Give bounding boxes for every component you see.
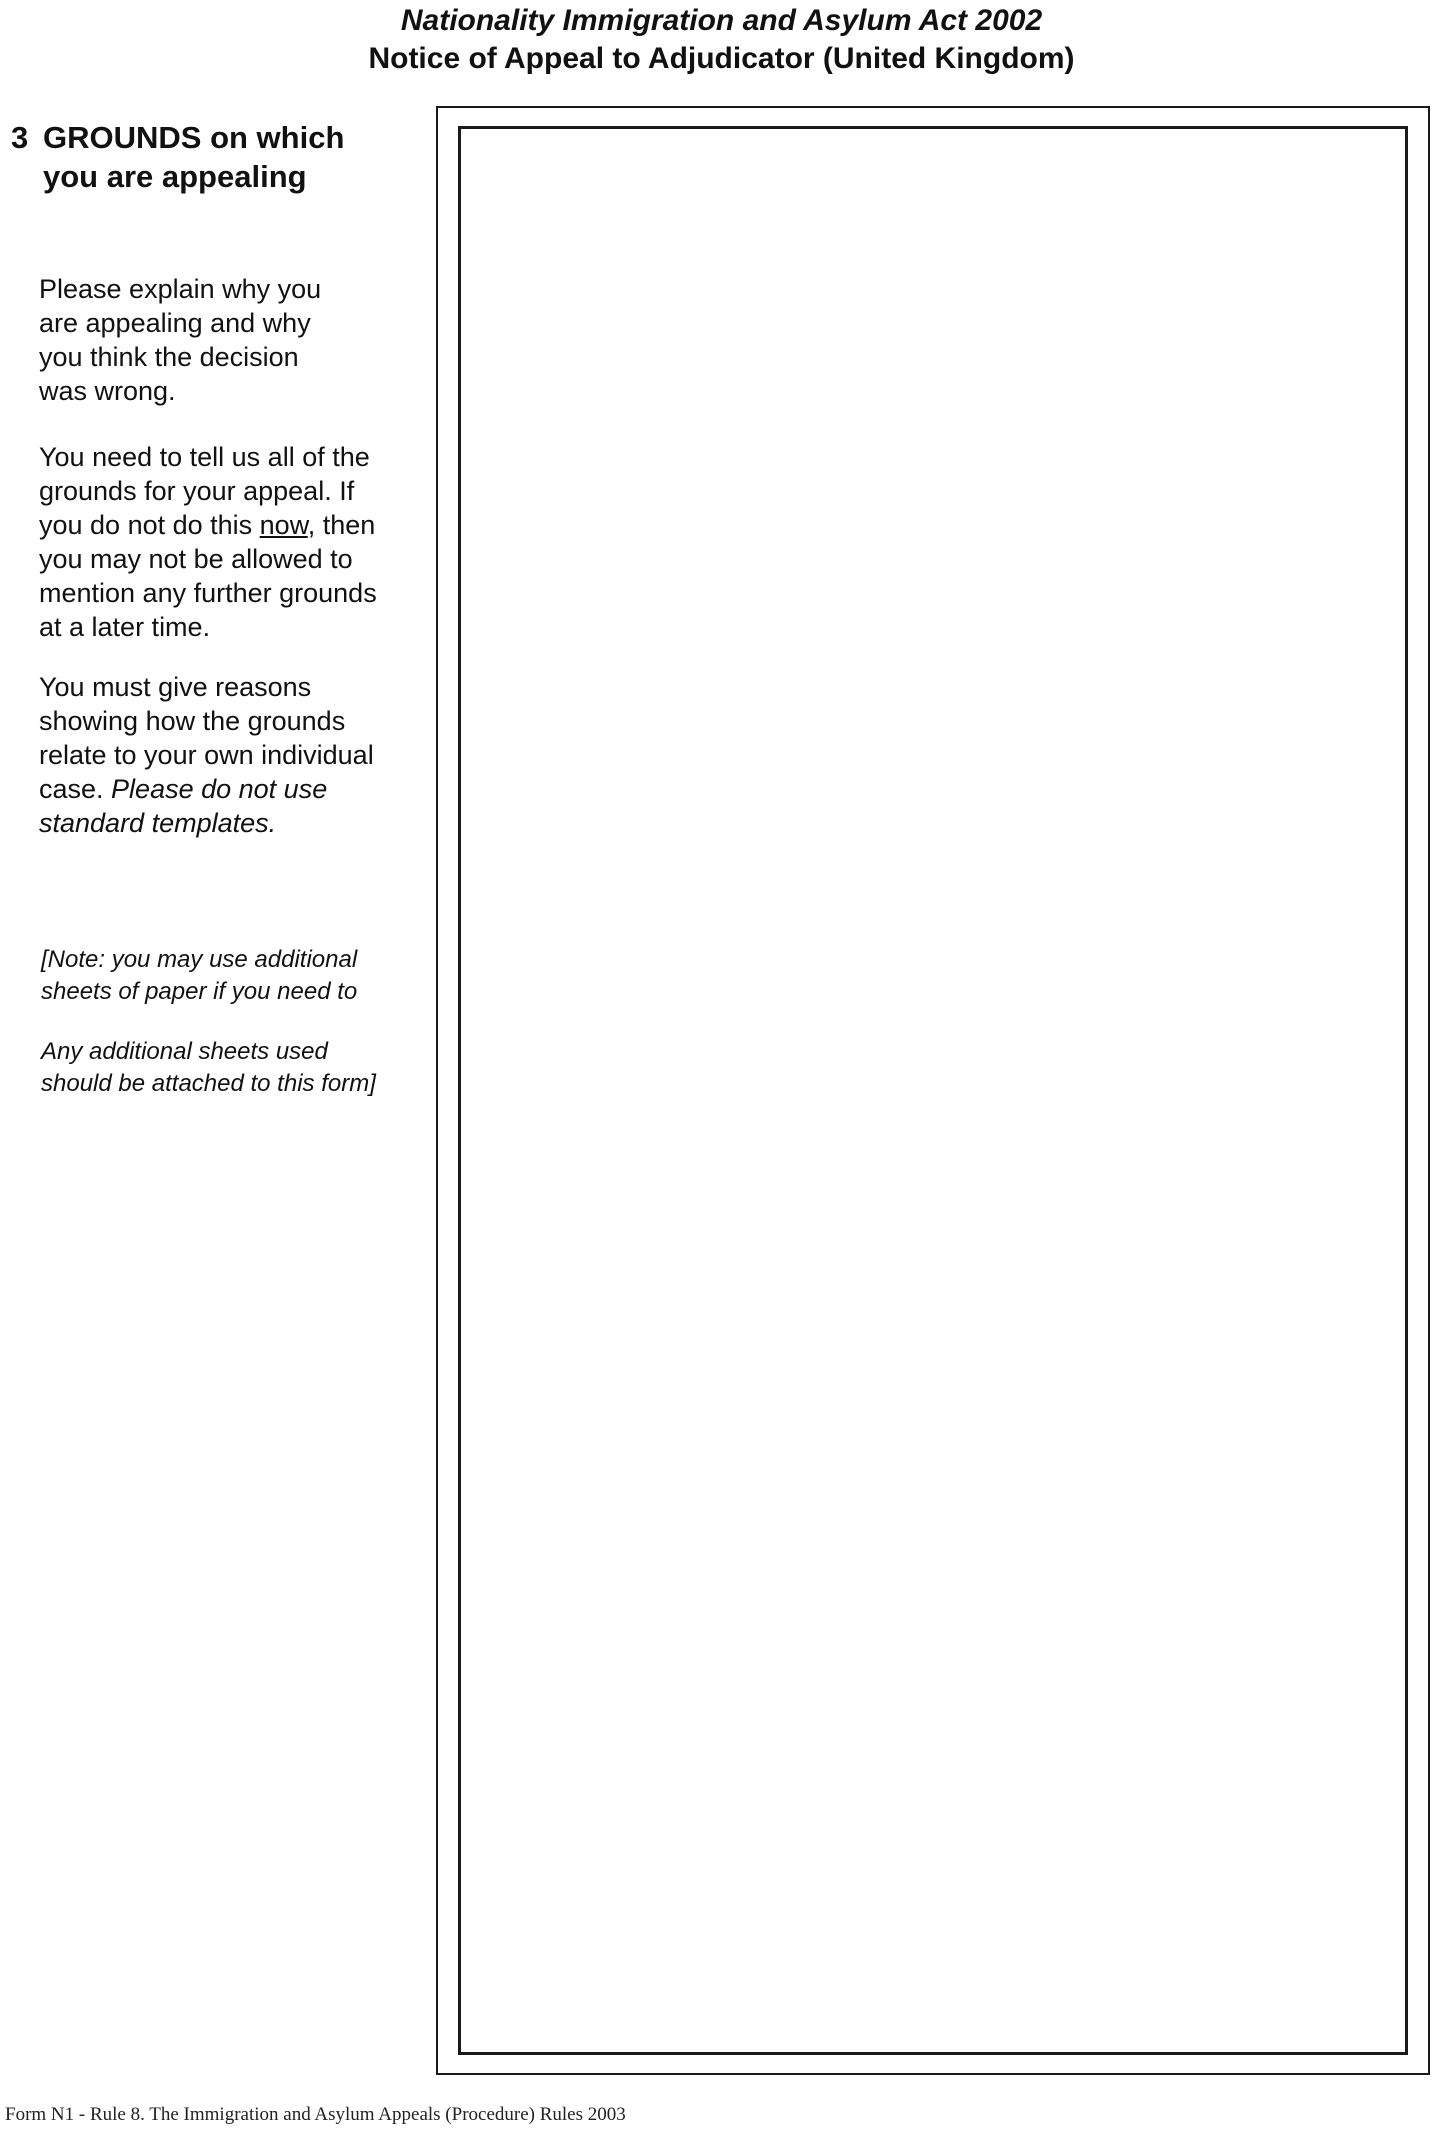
guidance-paragraph-explain xyxy=(39,272,419,408)
guidance-line: are appealing and why xyxy=(39,308,311,338)
guidance-text: case. xyxy=(39,774,112,804)
grounds-answer-box xyxy=(458,126,1408,2055)
guidance-line: grounds for your appeal. If xyxy=(39,476,355,506)
guidance-text: , then xyxy=(307,510,376,540)
note-attach-sheets xyxy=(41,1036,421,1100)
grounds-answer-frame xyxy=(436,106,1430,2075)
guidance-paragraph-all-grounds xyxy=(39,440,419,644)
guidance-line xyxy=(39,508,419,542)
section-title-line-1: GROUNDS on which xyxy=(43,120,345,155)
guidance-line: mention any further grounds xyxy=(39,578,377,608)
act-title: Nationality Immigration and Asylum Act 2002 xyxy=(400,4,1043,37)
guidance-line: You need to tell us all of the xyxy=(39,442,370,472)
note-line: sheets of paper if you need to xyxy=(41,978,358,1005)
guidance-line: standard templates. xyxy=(39,808,277,838)
note-line: Any additional sheets used xyxy=(41,1038,328,1065)
grounds-answer-field[interactable] xyxy=(461,129,1405,2052)
emphasis-now: now xyxy=(259,510,308,540)
note-line: [Note: you may use additional xyxy=(41,946,358,973)
guidance-text: you do not do this xyxy=(39,510,260,540)
guidance-line: You must give reasons xyxy=(39,672,312,702)
guidance-italic-text: Please do not use xyxy=(111,774,328,804)
guidance-line: at a later time. xyxy=(39,612,211,642)
guidance-line xyxy=(39,772,419,806)
guidance-line: you may not be allowed to xyxy=(39,544,353,574)
guidance-line: relate to your own individual xyxy=(39,740,374,770)
section-number: 3 xyxy=(11,120,29,155)
guidance-line: was wrong. xyxy=(39,376,176,406)
guidance-line: you think the decision xyxy=(39,342,299,372)
section-heading xyxy=(11,118,411,196)
note-line: should be attached to this form] xyxy=(41,1070,376,1097)
form-title: Notice of Appeal to Adjudicator (United Kingdom) xyxy=(368,42,1075,75)
guidance-line: Please explain why you xyxy=(39,274,322,304)
guidance-line: showing how the grounds xyxy=(39,706,346,736)
form-footer: Form N1 - Rule 8. The Immigration and Asylum Appeals (Procedure) Rules 2003 xyxy=(5,2104,626,2125)
guidance-paragraph-reasons xyxy=(39,670,419,840)
note-additional-sheets xyxy=(41,944,421,1008)
section-title-line-2: you are appealing xyxy=(43,159,307,194)
